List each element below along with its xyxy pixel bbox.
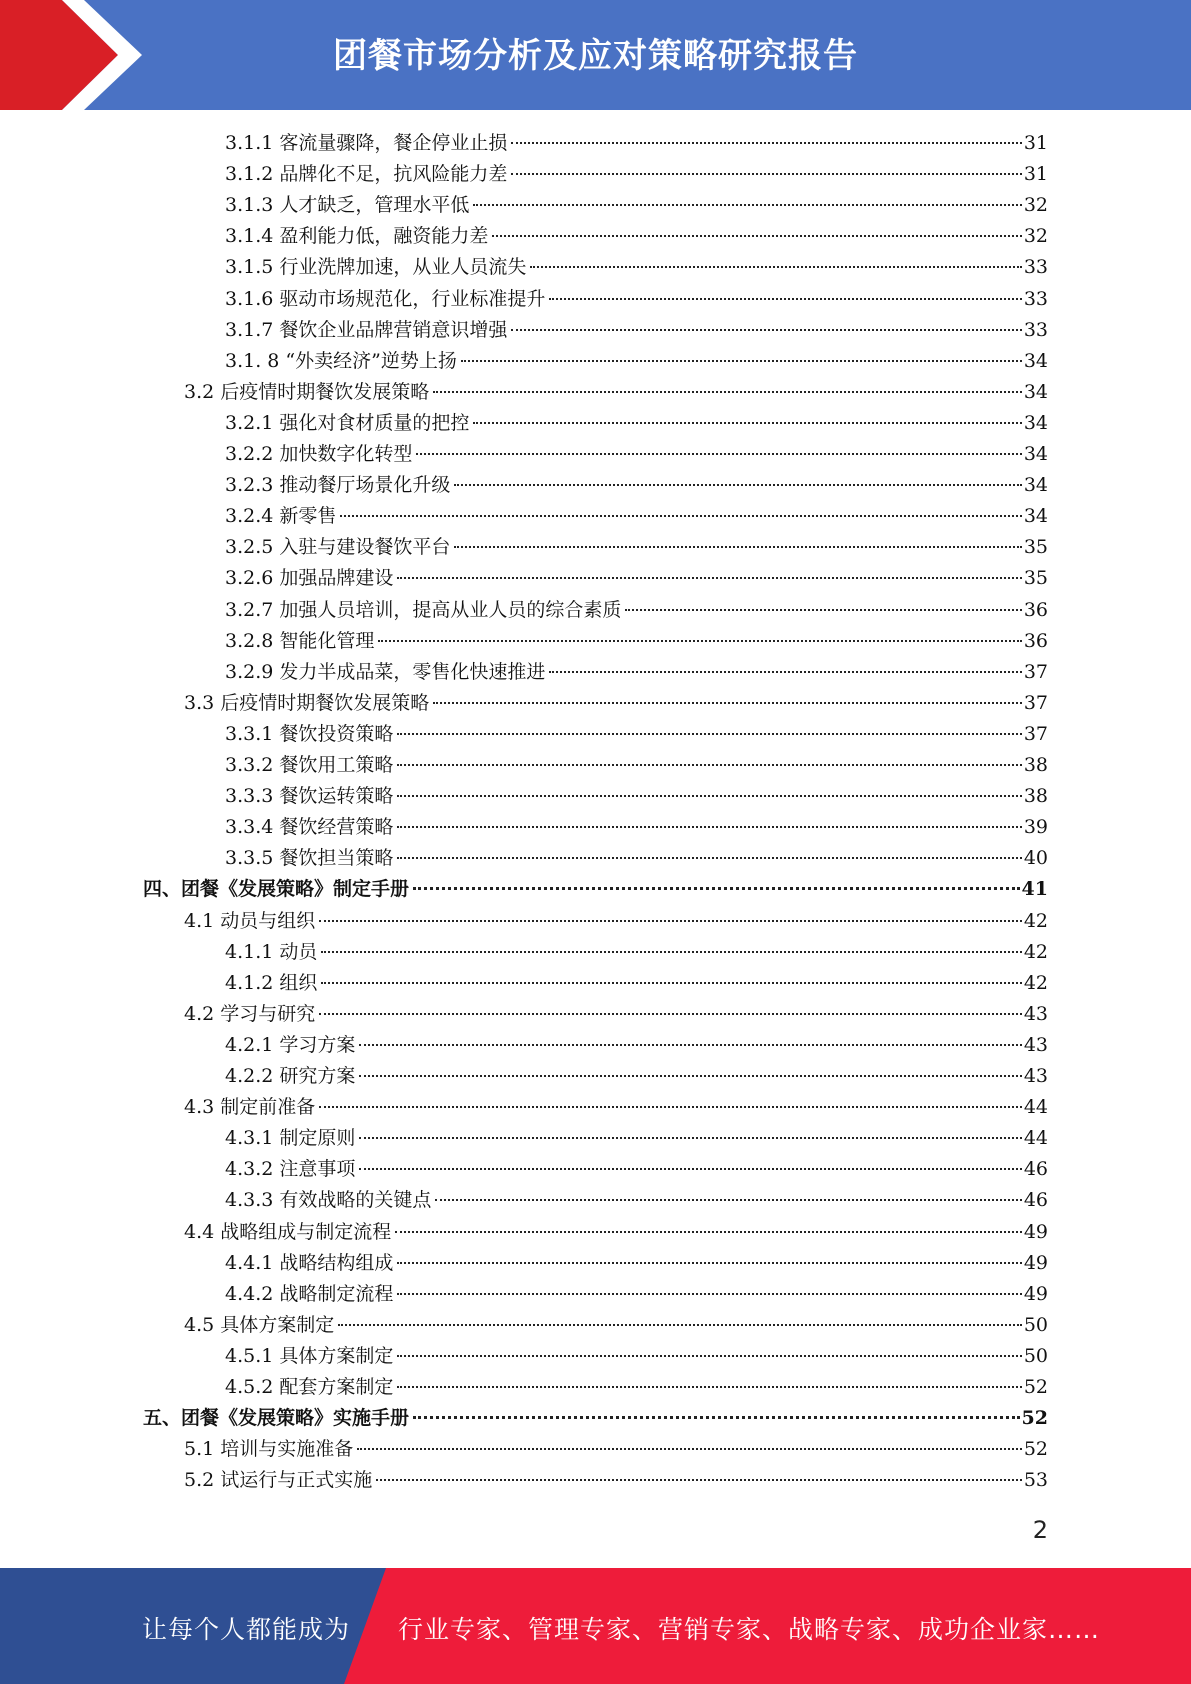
toc-entry-title: 4.5.1 具体方案制定 xyxy=(225,1345,394,1367)
toc-entry[interactable] xyxy=(0,315,1048,346)
toc-dot-leader xyxy=(378,640,1021,642)
toc-entry-title: 5.1 培训与实施准备 xyxy=(184,1438,354,1460)
toc-entry-page: 50 xyxy=(1023,1314,1048,1336)
toc-dot-leader xyxy=(397,733,1021,735)
toc-entry-title: 3.1.6 驱动市场规范化，行业标准提升 xyxy=(225,288,546,310)
toc-entry-page: 33 xyxy=(1023,288,1048,310)
toc-entry-title: 3.1.2 品牌化不足，抗风险能力差 xyxy=(225,163,508,185)
toc-entry-page: 36 xyxy=(1023,599,1048,621)
toc-entry-page: 52 xyxy=(1023,1438,1048,1460)
toc-dot-leader xyxy=(319,1106,1022,1108)
toc-entry[interactable] xyxy=(0,906,1048,937)
toc-entry-page: 42 xyxy=(1023,941,1048,963)
toc-entry[interactable] xyxy=(0,1092,1048,1123)
toc-entry-page: 40 xyxy=(1023,847,1048,869)
toc-entry-page: 34 xyxy=(1023,412,1048,434)
toc-entry-page: 42 xyxy=(1023,910,1048,932)
toc-entry-page: 34 xyxy=(1023,443,1048,465)
toc-entry[interactable] xyxy=(0,999,1048,1030)
toc-entry[interactable] xyxy=(0,1248,1048,1279)
toc-dot-leader xyxy=(397,1262,1021,1264)
toc-entry-page: 35 xyxy=(1023,567,1048,589)
toc-entry-page: 39 xyxy=(1023,816,1048,838)
toc-entry[interactable] xyxy=(0,750,1048,781)
page-header xyxy=(0,0,1191,110)
toc-entry-page: 38 xyxy=(1023,754,1048,776)
toc-entry[interactable] xyxy=(0,377,1048,408)
toc-entry-title: 3.1.4 盈利能力低，融资能力差 xyxy=(225,225,489,247)
toc-dot-leader xyxy=(511,173,1021,175)
toc-entry-title: 3.2.5 入驻与建设餐饮平台 xyxy=(225,536,451,558)
toc-dot-leader xyxy=(473,204,1021,206)
toc-entry-title: 3.2.8 智能化管理 xyxy=(225,630,375,652)
toc-dot-leader xyxy=(433,391,1022,393)
toc-entry-title: 4.1 动员与组织 xyxy=(184,910,316,932)
toc-entry[interactable] xyxy=(0,968,1048,999)
toc-entry[interactable] xyxy=(0,843,1048,874)
toc-entry-title: 4.3 制定前准备 xyxy=(184,1096,316,1118)
toc-entry[interactable] xyxy=(0,688,1048,719)
toc-entry-title: 4.1.2 组织 xyxy=(225,972,318,994)
toc-entry-title: 3.1.1 客流量骤降，餐企停业止损 xyxy=(225,132,508,154)
toc-dot-leader xyxy=(397,1293,1021,1295)
toc-entry[interactable] xyxy=(0,1030,1048,1061)
footer-slogan-left: 让每个人都能成为 xyxy=(142,1615,351,1644)
toc-entry-title: 3.1.3 人才缺乏，管理水平低 xyxy=(225,194,470,216)
toc-entry-title: 3.3.1 餐饮投资策略 xyxy=(225,723,394,745)
toc-dot-leader xyxy=(454,546,1021,548)
toc-entry-page: 41 xyxy=(1021,878,1048,900)
toc-entry-title: 3.2.3 推动餐厅场景化升级 xyxy=(225,474,451,496)
toc-entry-title: 四、团餐《发展策略》制定手册 xyxy=(143,878,410,900)
toc-entry-page: 46 xyxy=(1023,1158,1048,1180)
toc-dot-leader xyxy=(433,702,1022,704)
toc-entry[interactable] xyxy=(0,252,1048,283)
toc-dot-leader xyxy=(319,920,1022,922)
toc-entry[interactable] xyxy=(0,1154,1048,1185)
toc-dot-leader xyxy=(397,826,1021,828)
toc-entry[interactable] xyxy=(0,470,1048,501)
toc-entry-page: 49 xyxy=(1023,1283,1048,1305)
toc-dot-leader xyxy=(413,1416,1020,1419)
toc-dot-leader xyxy=(454,484,1021,486)
toc-entry-page: 34 xyxy=(1023,381,1048,403)
toc-entry-title: 3.2.6 加强品牌建设 xyxy=(225,567,394,589)
toc-entry[interactable] xyxy=(0,812,1048,843)
toc-dot-leader xyxy=(395,1231,1022,1233)
page-number: 2 xyxy=(1032,1516,1048,1544)
toc-entry[interactable] xyxy=(0,1465,1048,1496)
toc-entry-title: 4.5 具体方案制定 xyxy=(184,1314,335,1336)
toc-entry[interactable] xyxy=(0,501,1048,532)
toc-entry-title: 4.3.3 有效战略的关键点 xyxy=(225,1189,432,1211)
toc-dot-leader xyxy=(338,1324,1022,1326)
toc-entry[interactable] xyxy=(0,874,1048,905)
toc-entry[interactable] xyxy=(0,781,1048,812)
footer-slogan-right: 行业专家、管理专家、营销专家、战略专家、成功企业家…… xyxy=(398,1615,1101,1644)
toc-entry[interactable] xyxy=(0,1217,1048,1248)
toc-dot-leader xyxy=(473,422,1021,424)
toc-dot-leader xyxy=(319,1013,1022,1015)
toc-entry-page: 34 xyxy=(1023,350,1048,372)
toc-entry-page: 46 xyxy=(1023,1189,1048,1211)
toc-entry[interactable] xyxy=(0,937,1048,968)
toc-entry-title: 3.1.5 行业洗牌加速，从业人员流失 xyxy=(225,256,527,278)
toc-entry-page: 43 xyxy=(1023,1003,1048,1025)
toc-entry[interactable] xyxy=(0,563,1048,594)
toc-dot-leader xyxy=(397,1355,1021,1357)
toc-dot-leader xyxy=(397,795,1021,797)
toc-entry[interactable] xyxy=(0,128,1048,159)
toc-entry-title: 3.2.1 强化对食材质量的把控 xyxy=(225,412,470,434)
toc-entry-title: 4.2 学习与研究 xyxy=(184,1003,316,1025)
toc-entry-page: 36 xyxy=(1023,630,1048,652)
toc-entry-title: 3.2.2 加快数字化转型 xyxy=(225,443,413,465)
toc-dot-leader xyxy=(416,453,1021,455)
toc-entry-page: 32 xyxy=(1023,225,1048,247)
toc-entry-title: 4.3.1 制定原则 xyxy=(225,1127,356,1149)
toc-entry-page: 42 xyxy=(1023,972,1048,994)
toc-entry[interactable] xyxy=(0,1310,1048,1341)
toc-dot-leader xyxy=(397,764,1021,766)
toc-dot-leader xyxy=(397,577,1021,579)
toc-entry-page: 37 xyxy=(1023,723,1048,745)
toc-entry-page: 52 xyxy=(1021,1407,1048,1429)
toc-dot-leader xyxy=(413,887,1020,890)
toc-entry-title: 3.3.4 餐饮经营策略 xyxy=(225,816,394,838)
toc-entry-page: 43 xyxy=(1023,1065,1048,1087)
toc-entry[interactable] xyxy=(0,532,1048,563)
toc-entry-title: 4.4.1 战略结构组成 xyxy=(225,1252,394,1274)
toc-entry-title: 3.1. 8 “外卖经济”逆势上扬 xyxy=(225,350,457,372)
toc-dot-leader xyxy=(357,1448,1022,1450)
toc-entry-page: 49 xyxy=(1023,1221,1048,1243)
toc-entry-page: 50 xyxy=(1023,1345,1048,1367)
toc-dot-leader xyxy=(359,1075,1021,1077)
toc-entry-page: 33 xyxy=(1023,319,1048,341)
toc-entry[interactable] xyxy=(0,626,1048,657)
toc-entry-title: 4.1.1 动员 xyxy=(225,941,318,963)
toc-dot-leader xyxy=(376,1479,1022,1481)
toc-entry-title: 3.3.5 餐饮担当策略 xyxy=(225,847,394,869)
toc-dot-leader xyxy=(549,671,1021,673)
toc-entry[interactable] xyxy=(0,190,1048,221)
toc-entry-title: 4.2.2 研究方案 xyxy=(225,1065,356,1087)
toc-entry[interactable] xyxy=(0,657,1048,688)
toc-dot-leader xyxy=(340,515,1021,517)
toc-entry-title: 五、团餐《发展策略》实施手册 xyxy=(143,1407,410,1429)
toc-dot-leader xyxy=(530,266,1021,268)
toc-entry-page: 44 xyxy=(1023,1127,1048,1149)
toc-dot-leader xyxy=(359,1044,1021,1046)
toc-dot-leader xyxy=(435,1199,1021,1201)
toc-dot-leader xyxy=(461,360,1022,362)
toc-entry[interactable] xyxy=(0,595,1048,626)
toc-dot-leader xyxy=(492,235,1021,237)
toc-entry-title: 3.3 后疫情时期餐饮发展策略 xyxy=(184,692,430,714)
toc-entry-page: 34 xyxy=(1023,505,1048,527)
toc-entry[interactable] xyxy=(0,284,1048,315)
toc-entry-page: 33 xyxy=(1023,256,1048,278)
toc-entry[interactable] xyxy=(0,1185,1048,1216)
toc-entry[interactable] xyxy=(0,1341,1048,1372)
toc-entry-page: 38 xyxy=(1023,785,1048,807)
toc-entry[interactable] xyxy=(0,1434,1048,1465)
toc-entry-title: 3.2.7 加强人员培训，提高从业人员的综合素质 xyxy=(225,599,622,621)
toc-entry-title: 4.2.1 学习方案 xyxy=(225,1034,356,1056)
toc-entry-title: 4.4 战略组成与制定流程 xyxy=(184,1221,392,1243)
page-footer xyxy=(0,1568,1191,1684)
toc-entry-page: 43 xyxy=(1023,1034,1048,1056)
toc-entry[interactable] xyxy=(0,1123,1048,1154)
toc-entry-title: 3.3.2 餐饮用工策略 xyxy=(225,754,394,776)
toc-dot-leader xyxy=(359,1168,1021,1170)
toc-dot-leader xyxy=(549,298,1021,300)
toc-entry-title: 5.2 试运行与正式实施 xyxy=(184,1469,373,1491)
toc-entry[interactable] xyxy=(0,346,1048,377)
toc-entry-title: 3.2 后疫情时期餐饮发展策略 xyxy=(184,381,430,403)
toc-dot-leader xyxy=(511,329,1021,331)
toc-entry[interactable] xyxy=(0,1403,1048,1434)
toc-entry[interactable] xyxy=(0,408,1048,439)
toc-entry-page: 31 xyxy=(1023,132,1048,154)
toc-entry-title: 3.3.3 餐饮运转策略 xyxy=(225,785,394,807)
toc-entry[interactable] xyxy=(0,1279,1048,1310)
toc-entry[interactable] xyxy=(0,439,1048,470)
toc-entry[interactable] xyxy=(0,1372,1048,1403)
toc-dot-leader xyxy=(359,1137,1021,1139)
toc-entry-page: 44 xyxy=(1023,1096,1048,1118)
toc-entry-page: 32 xyxy=(1023,194,1048,216)
toc-entry-page: 52 xyxy=(1023,1376,1048,1398)
toc-dot-leader xyxy=(321,982,1021,984)
toc-entry-page: 37 xyxy=(1023,692,1048,714)
toc-entry-page: 31 xyxy=(1023,163,1048,185)
toc-entry-title: 3.2.4 新零售 xyxy=(225,505,337,527)
toc-dot-leader xyxy=(511,142,1021,144)
toc-entry-page: 37 xyxy=(1023,661,1048,683)
toc-entry[interactable] xyxy=(0,159,1048,190)
toc-entry-page: 34 xyxy=(1023,474,1048,496)
toc-entry-page: 35 xyxy=(1023,536,1048,558)
toc-entry-title: 3.2.9 发力半成品菜，零售化快速推进 xyxy=(225,661,546,683)
toc-entry-page: 49 xyxy=(1023,1252,1048,1274)
toc-entry[interactable] xyxy=(0,719,1048,750)
toc-entry-title: 3.1.7 餐饮企业品牌营销意识增强 xyxy=(225,319,508,341)
toc-entry-title: 4.4.2 战略制定流程 xyxy=(225,1283,394,1305)
toc-entry[interactable] xyxy=(0,1061,1048,1092)
toc-entry[interactable] xyxy=(0,221,1048,252)
toc-dot-leader xyxy=(321,951,1021,953)
toc-dot-leader xyxy=(397,1386,1021,1388)
toc-dot-leader xyxy=(625,609,1021,611)
toc-entry-title: 4.5.2 配套方案制定 xyxy=(225,1376,394,1398)
toc-entry-page: 53 xyxy=(1023,1469,1048,1491)
report-title: 团餐市场分析及应对策略研究报告 xyxy=(333,36,858,76)
toc-dot-leader xyxy=(397,857,1021,859)
toc-entry-title: 4.3.2 注意事项 xyxy=(225,1158,356,1180)
